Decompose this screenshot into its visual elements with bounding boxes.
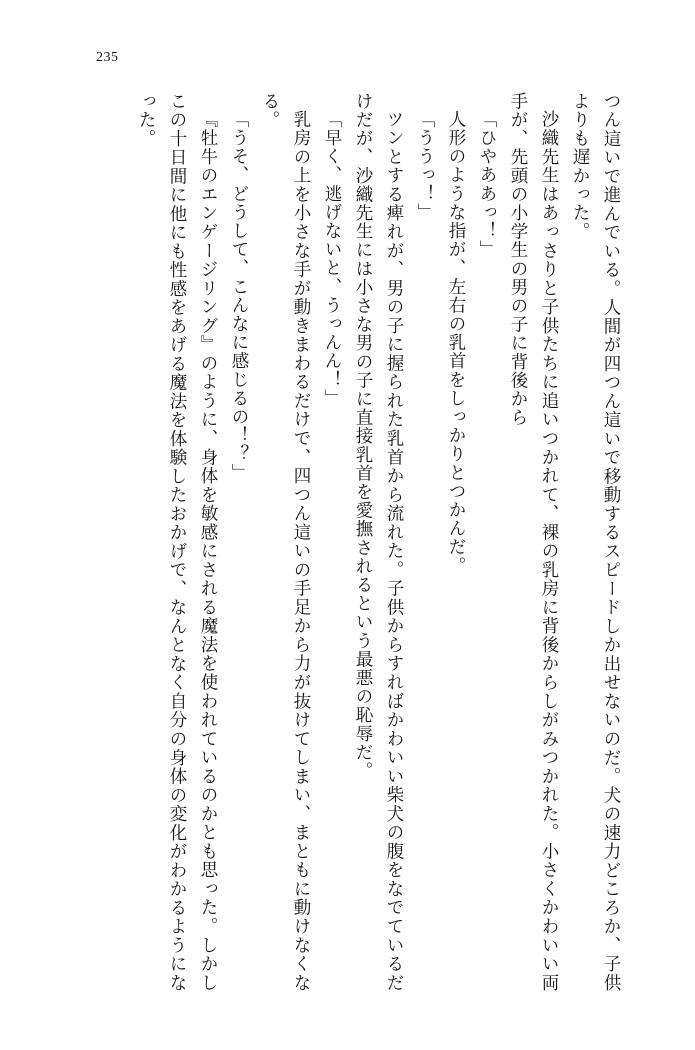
paragraph: 「ううっ！」: [416, 110, 436, 222]
paragraph: 乳房の上を小さな手が動きまわるだけで、四つん這いの手足から力が抜けてしまい、まともに動けなくなる。: [261, 92, 312, 992]
page-number: 235: [96, 50, 119, 65]
paragraph: 「うそ、どうして、こんなに感じるの！？」: [230, 110, 250, 482]
paragraph: 「早く、逃げないと、うっんん！」: [323, 110, 343, 408]
paragraph: つん這いで進んでいる。人間が四つん這いで移動するスピードしか出せないのだ。犬の速力どころか、子供よりも遅かった。: [571, 92, 622, 992]
paragraph: ツンとする痺れが、男の子に握られた乳首から流れた。子供からすればかわいい柴犬の腹をなでているだけだが、沙織先生には小さな男の子に直接乳首を愛撫されるという最悪の恥辱だ。: [354, 92, 405, 992]
paragraph: 人形のような指が、左右の乳首をしっかりとつかんだ。: [447, 110, 467, 575]
paragraph: 『牡牛のエンゲージリング』のように、身体を敏感にされる魔法を使われているのかとも思った。しかしこの十日間に他にも性感をあげる魔法を体験したおかげで、なんとなく自分の身体の変化がわかるようになった。: [137, 92, 219, 992]
paragraph: 沙織先生はあっさりと子供たちに追いつかれて、裸の乳房に背後からしがみつかれた。小さくかわいい両手が、先頭の小学生の男の子に背後から: [509, 92, 560, 992]
body-text-block: [57, 92, 627, 992]
paragraph: 「ひやああっ！」: [478, 110, 498, 259]
